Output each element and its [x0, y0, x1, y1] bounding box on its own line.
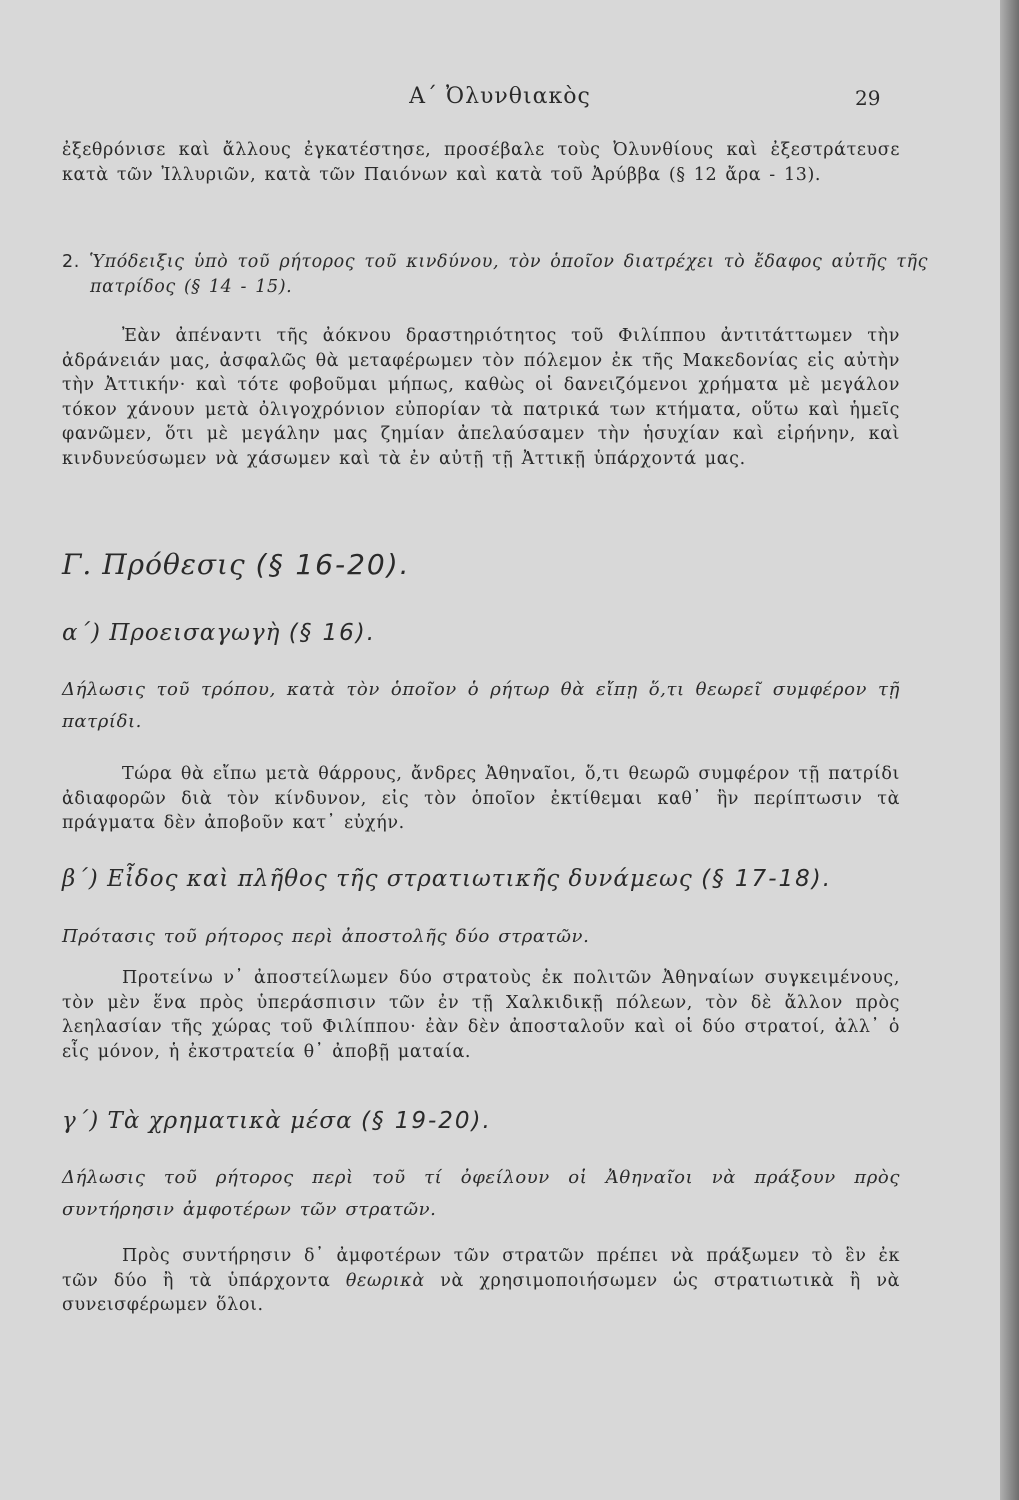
paragraph-c-before: Πρὸς συντήρησιν δ᾽ ἀμφοτέρων τῶν στρατῶν πρέπει νὰ πράξωμεν τὸ ἓν ἐκ τῶν δύο ἢ τὰ ὑπάρχοντα	[62, 1246, 900, 1291]
section-2-heading	[62, 250, 928, 299]
heading-chrimatika-label: γ΄) Τὰ χρηματικὰ μέσα	[62, 1108, 353, 1134]
summary-b: Πρότασις τοῦ ρήτορος περὶ ἀποστολῆς δύο στρατῶν.	[62, 926, 590, 947]
page-number: 29	[855, 86, 881, 110]
paragraph-b: Προτείνω ν᾽ ἀποστείλωμεν δύο στρατοὺς ἐκ πολιτῶν Ἀθηναίων συγκειμένους, τὸν μὲν ἕνα πρὸς ὑπεράσπισιν τῶν ἐν τῇ Χαλκιδικῇ πόλεων, τὸν δὲ ἄλλον πρὸς λεηλασίαν τῆς χώρας τοῦ Φιλίππου· ἐὰν δὲν ἀποσταλοῦν καὶ οἱ δύο στρατοί, ἀλλ᾽ ὁ εἷς μόνον, ἡ ἐκστρατεία θ᾽ ἀποβῇ ματαία.	[62, 968, 900, 1062]
heading-chrimatika	[62, 1108, 492, 1134]
section-2-number: 2.	[62, 252, 80, 272]
running-head: Α΄ Ὀλυνθιακὸς	[409, 84, 591, 109]
heading-chrimatika-ref: (§ 19-20).	[360, 1108, 492, 1134]
page-edge-shadow	[1000, 0, 1019, 1500]
paragraph-c-emphasis: θεωρικὰ	[345, 1270, 425, 1291]
heading-eidos	[62, 866, 832, 892]
section-2-title: Ὑπόδειξις ὑπὸ τοῦ ρήτορος τοῦ κινδύνου, τὸν ὁποῖον διατρέχει τὸ ἔδαφος αὐτῆς τῆς πατρίδος (§ 14 - 15).	[89, 252, 928, 297]
heading-eidos-ref: (§ 17-18).	[701, 866, 833, 892]
heading-proeisagogi-label: α΄) Προεισαγωγὴ	[62, 620, 281, 646]
paragraph-c	[62, 1244, 900, 1318]
paragraph-2: Ἐὰν ἀπέναντι τῆς ἀόκνου δραστηριότητος τοῦ Φιλίππου ἀντιτάττωμεν τὴν ἀδράνειάν μας, ἀσφαλῶς θὰ μεταφέρωμεν τὸν πόλεμον ἐκ τῆς Μακεδονίας εἰς αὐτὴν τὴν Ἀττικήν· καὶ τότε φοβοῦμαι μήπως, καθὼς οἱ δανειζόμενοι χρήματα μὲ μεγάλον τόκον χάνουν μετὰ ὀλιγοχρόνιον εὐπορίαν τὰ πατρικά των κτήματα, οὕτω καὶ ἡμεῖς φανῶμεν, ὅτι μὲ μεγάλην μας ζημίαν ἀπελαύσαμεν τὴν ἡσυχίαν καὶ εἰρήνην, καὶ κινδυνεύσωμεν νὰ χάσωμεν καὶ τὰ ἐν αὐτῇ τῇ Ἀττικῇ ὑπάρχοντά μας.	[62, 326, 900, 469]
heading-proeisagogi	[62, 620, 376, 646]
paragraph-a: Τώρα θὰ εἴπω μετὰ θάρρους, ἄνδρες Ἀθηναῖοι, ὅ,τι θεωρῶ συμφέρον τῇ πατρίδι ἀδιαφορῶν διὰ τὸν κίνδυνον, εἰς τὸν ὁποῖον ἐκτίθεμαι καθ᾽ ἣν περίπτωσιν τὰ πράγματα δὲν ἀποβοῦν κατ᾽ εὐχήν.	[62, 764, 900, 833]
heading-prothesis-ref: (§ 16-20).	[255, 548, 411, 581]
summary-c: Δήλωσις τοῦ ρήτορος περὶ τοῦ τί ὀφείλουν οἱ Ἀθηναῖοι νὰ πράξουν πρὸς συντήρησιν ἀμφοτέρων τῶν στρατῶν.	[62, 1167, 900, 1220]
paragraph-c-after: νὰ χρησιμοποιήσωμεν ὡς στρατιωτικὰ ἢ νὰ συνεισφέρωμεν ὅλοι.	[62, 1270, 901, 1315]
heading-prothesis	[62, 548, 411, 581]
heading-prothesis-label: Γ. Πρόθεσις	[62, 548, 246, 581]
heading-proeisagogi-ref: (§ 16).	[288, 620, 377, 646]
heading-eidos-label: β΄) Εἶδος καὶ πλῆθος τῆς στρατιωτικῆς δυνάμεως	[62, 866, 693, 892]
summary-a: Δήλωσις τοῦ τρόπου, κατὰ τὸν ὁποῖον ὁ ρήτωρ θὰ εἴπῃ ὅ,τι θεωρεῖ συμφέρον τῇ πατρίδι.	[62, 679, 900, 732]
paragraph-intro: ἐξεθρόνισε καὶ ἄλλους ἐγκατέστησε, προσέβαλε τοὺς Ὀλυνθίους καὶ ἐξεστράτευσε κατὰ τῶν Ἰλλυριῶν, κατὰ τῶν Παιόνων καὶ κατὰ τοῦ Ἀρύββα (§ 12 ἄρα - 13).	[62, 140, 900, 185]
